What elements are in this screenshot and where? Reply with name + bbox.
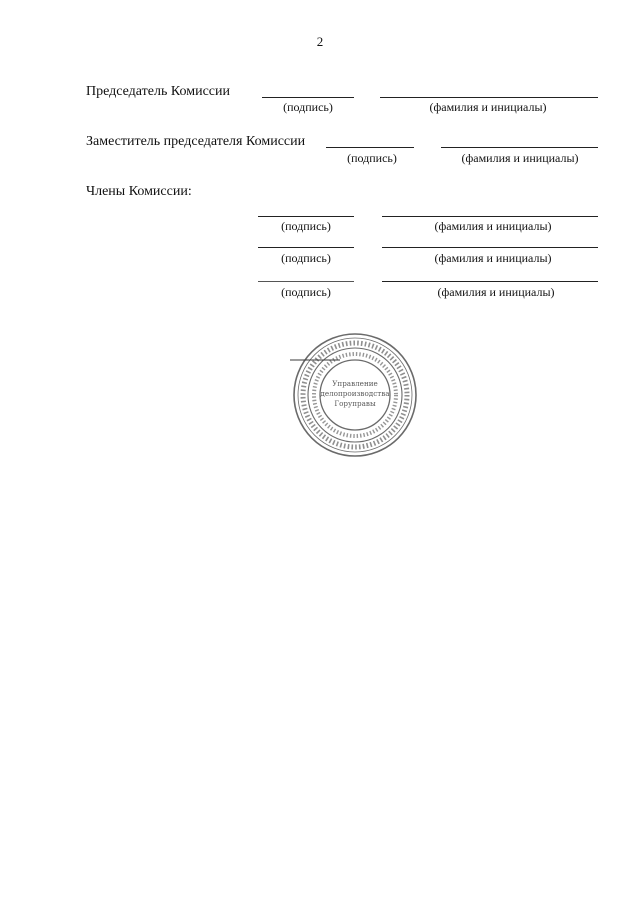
deputy-name-caption: (фамилия и инициалы) (461, 151, 579, 165)
member-2-name-caption: (фамилия и инициалы) (434, 251, 552, 265)
page-number: 2 (316, 34, 324, 49)
deputy-signature-caption: (подпись) (347, 151, 397, 165)
member-2-signature-line (258, 247, 354, 248)
member-2-signature-caption: (подпись) (281, 251, 331, 265)
chairman-name-line (380, 97, 598, 98)
chairman-label: Председатель Комиссии (86, 84, 230, 99)
svg-text:делопроизводства: делопроизводства (320, 389, 390, 398)
member-3-name-caption: (фамилия и инициалы) (437, 285, 555, 299)
svg-text:Горуправы: Горуправы (334, 399, 376, 408)
members-label: Члены Комиссии: (86, 184, 192, 199)
member-1-name-line (382, 216, 598, 217)
chairman-signature-line (262, 97, 354, 98)
member-1-name-caption: (фамилия и инициалы) (434, 219, 552, 233)
member-2-name-line (382, 247, 598, 248)
member-3-signature-line (258, 281, 354, 282)
svg-text:Управление: Управление (332, 379, 378, 388)
member-1-signature-caption: (подпись) (281, 219, 331, 233)
chairman-name-caption: (фамилия и инициалы) (429, 100, 547, 114)
member-3-signature-caption: (подпись) (281, 285, 331, 299)
member-1-signature-line (258, 216, 354, 217)
deputy-name-line (441, 147, 598, 148)
member-3-name-line (382, 281, 598, 282)
official-seal-icon (290, 330, 420, 460)
chairman-signature-caption: (подпись) (283, 100, 333, 114)
deputy-signature-line (326, 147, 414, 148)
deputy-label: Заместитель председателя Комиссии (86, 134, 306, 149)
